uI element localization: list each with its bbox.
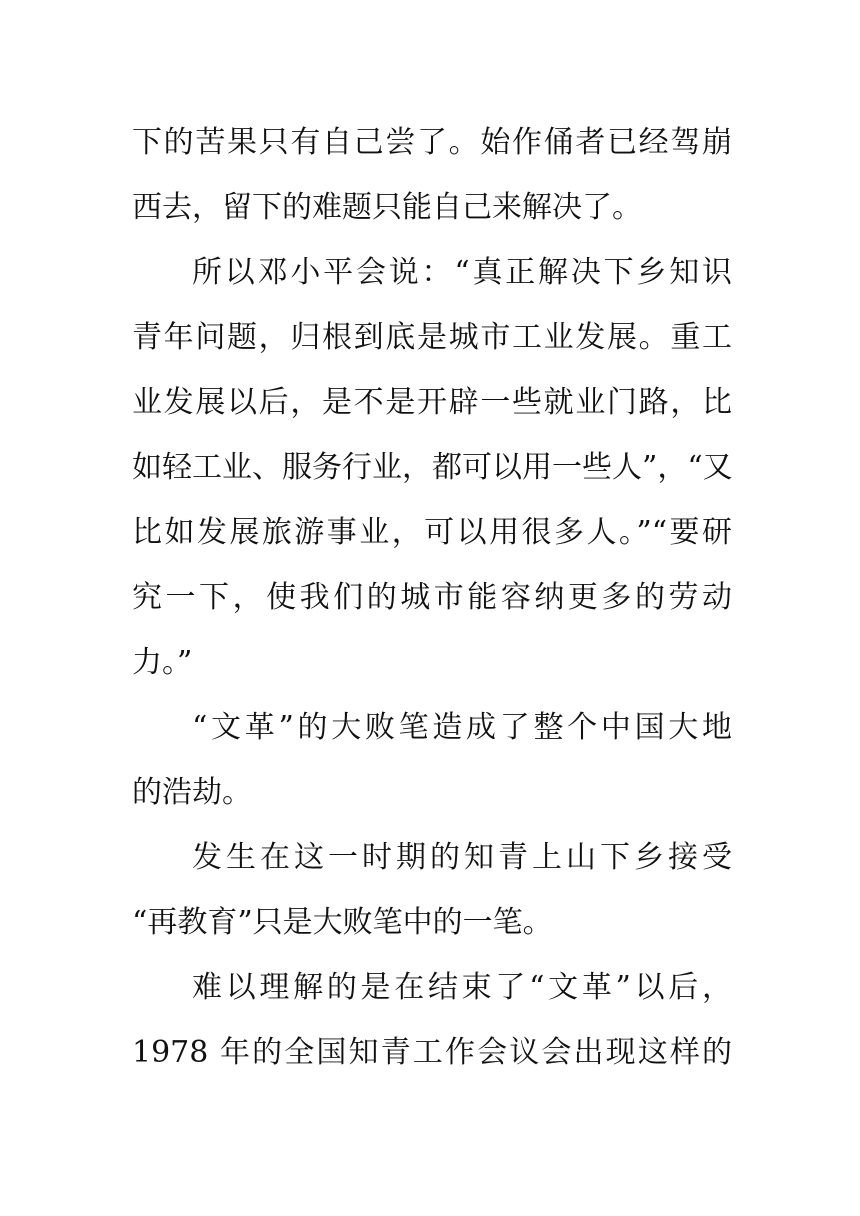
text-line: 1978 年的全国知青工作会议会出现这样的 [132, 1035, 732, 1070]
text-line: “再教育”只是大败笔中的一笔。 [132, 905, 553, 940]
text-line: “文革”的大败笔造成了整个中国大地 [192, 710, 732, 745]
text-line: 下的苦果只有自己尝了。始作俑者已经驾崩 [132, 125, 732, 160]
text-line: 所以邓小平会说：“真正解决下乡知识 [192, 255, 732, 290]
text-line: 力。” [132, 645, 193, 680]
text-line: 难以理解的是在结束了“文革”以后， [192, 970, 732, 1005]
text-line: 西去，留下的难题只能自己来解决了。 [132, 190, 642, 225]
text-line: 的浩劫。 [132, 775, 252, 810]
text-line: 青年问题，归根到底是城市工业发展。重工 [132, 320, 732, 355]
text-line: 发生在这一时期的知青上山下乡接受 [192, 840, 732, 875]
text-line: 究一下，使我们的城市能容纳更多的劳动 [132, 580, 732, 615]
body-text [132, 110, 732, 1085]
text-line: 比如发展旅游事业，可以用很多人。”“要研 [132, 515, 732, 550]
text-line: 业发展以后，是不是开辟一些就业门路，比 [132, 385, 732, 420]
text-line: 如轻工业、服务行业，都可以用一些人”，“又 [132, 450, 733, 485]
